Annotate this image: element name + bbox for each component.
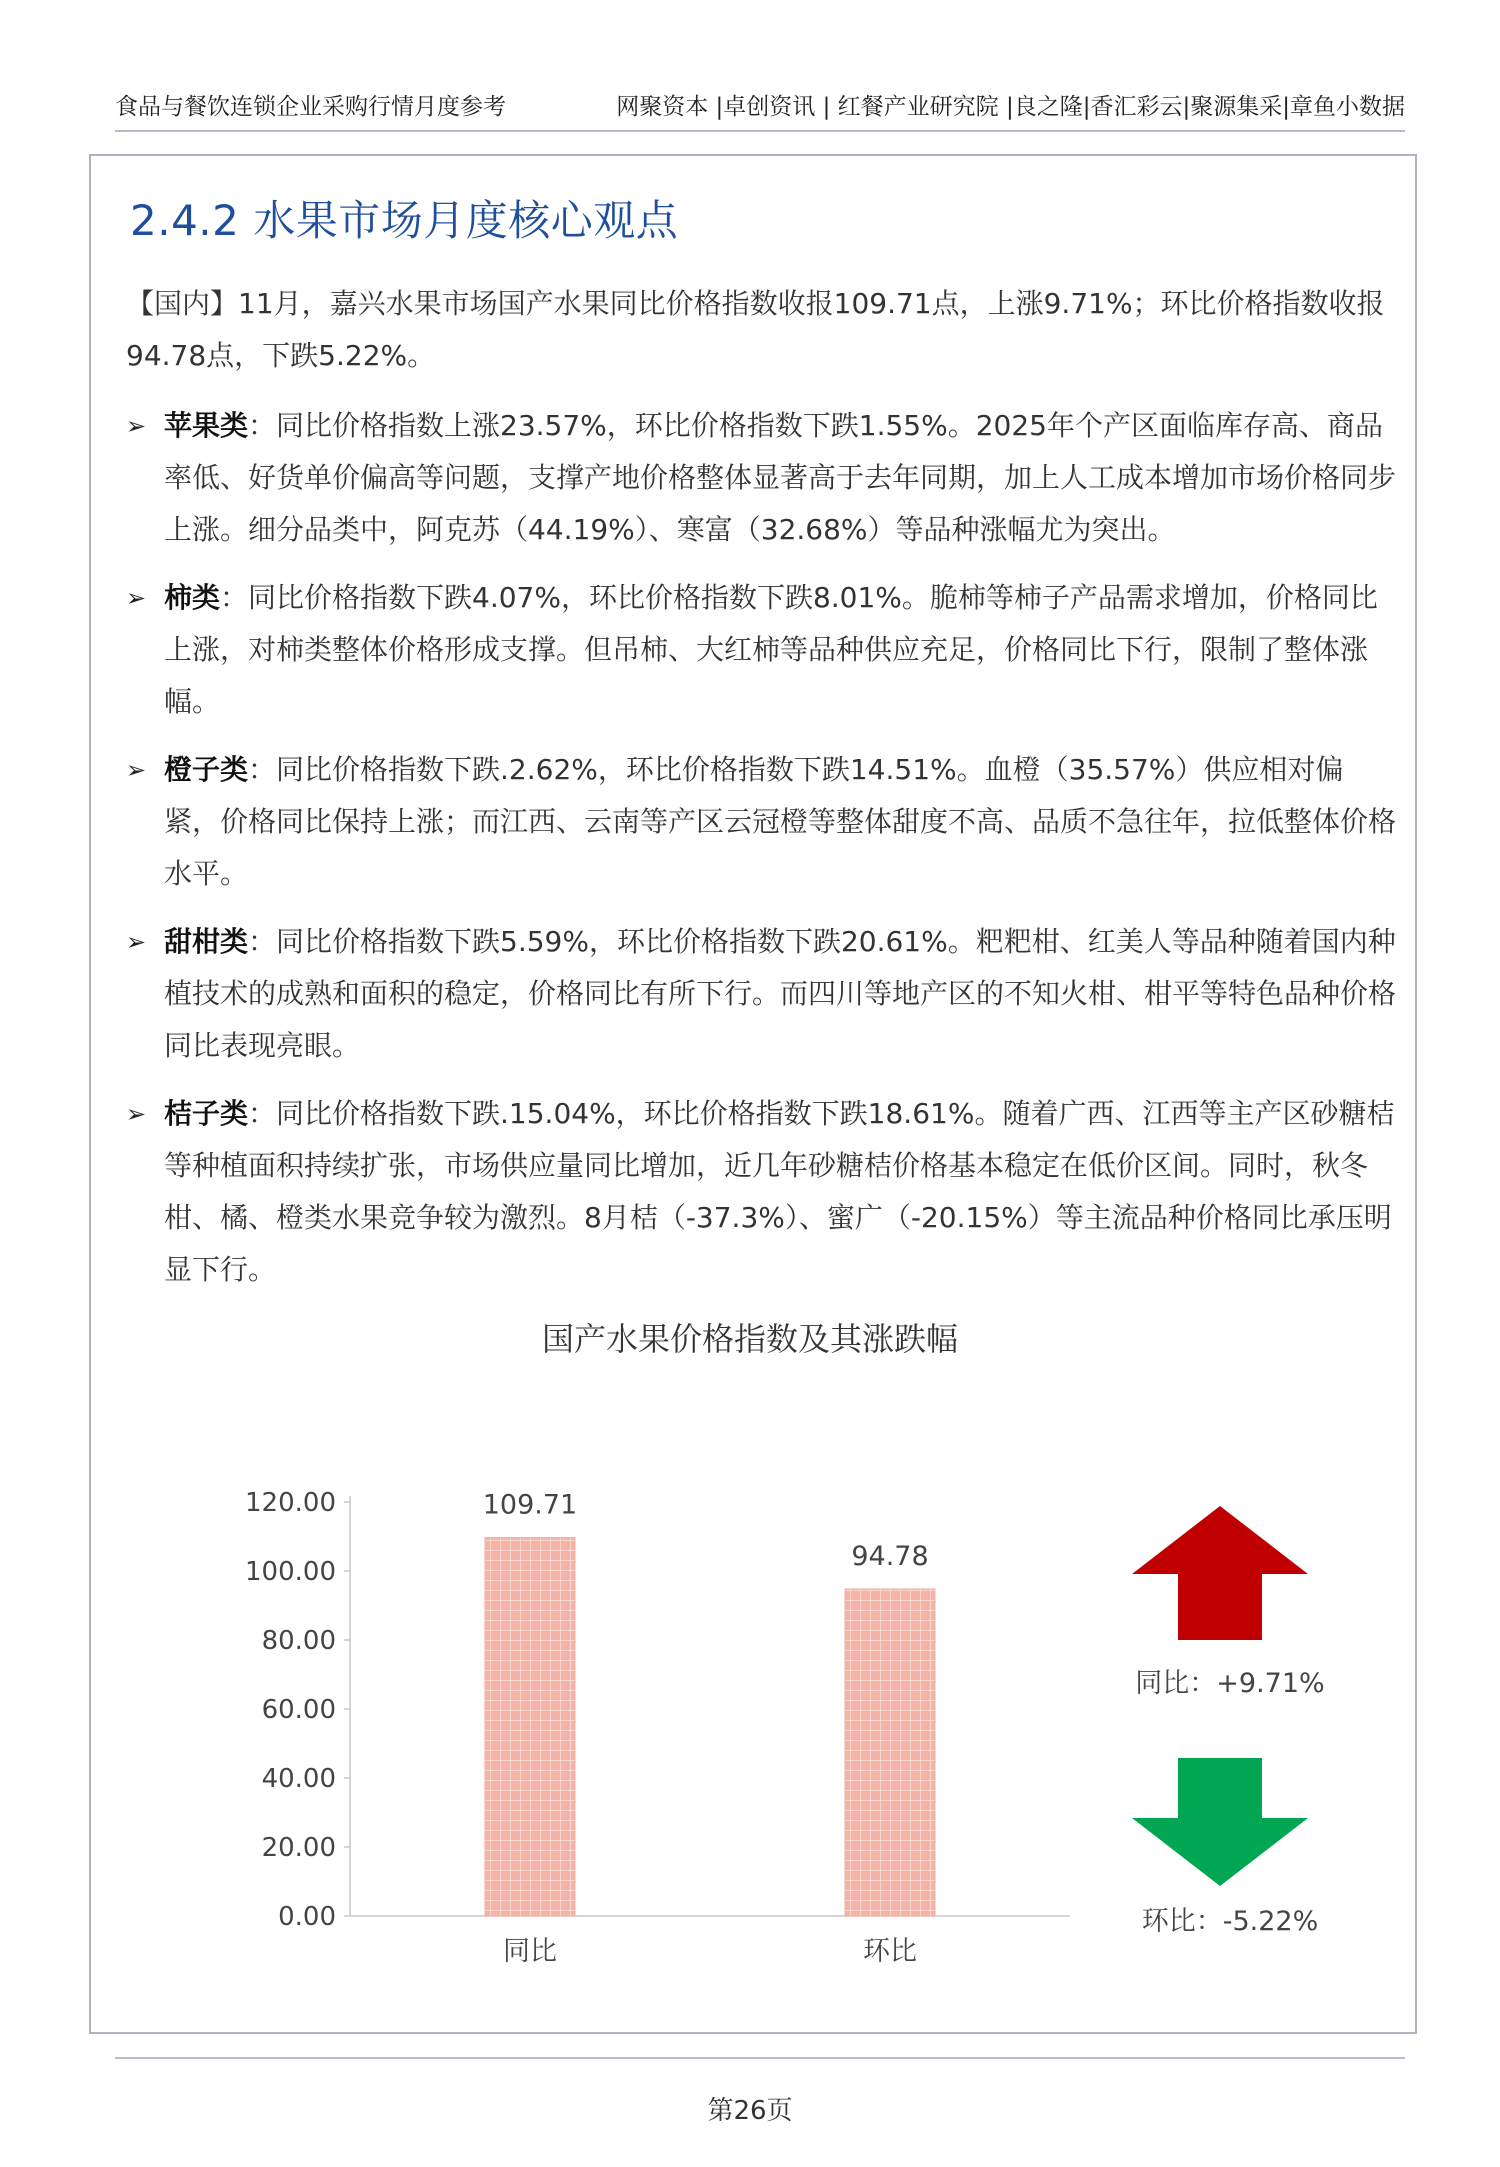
change-label: 环比：-5.22% [1141, 1906, 1319, 1937]
bullet-category: 柿类 [164, 581, 221, 614]
y-tick-label: 120.00 [245, 1488, 336, 1518]
y-tick-label: 80.00 [261, 1626, 336, 1656]
chart-title: 国产水果价格指数及其涨跌幅 [541, 1320, 958, 1358]
bullet-category: 苹果类 [164, 409, 249, 442]
bullet-item-tangerine [126, 1088, 1398, 1296]
bullet-list [126, 400, 1398, 1312]
x-tick-label: 同比 [503, 1936, 557, 1967]
y-tick-label: 60.00 [261, 1695, 336, 1725]
change-label: 同比：+9.71% [1135, 1668, 1325, 1699]
arrow-up-icon [1132, 1506, 1308, 1640]
y-tick-label: 0.00 [278, 1902, 336, 1932]
header-right-sources: 网聚资本 |卓创资讯 | 红餐产业研究院 |良之隆|香汇彩云|聚源集采|章鱼小数据 [616, 93, 1405, 120]
y-tick-label: 100.00 [245, 1557, 336, 1587]
bar-value-label: 109.71 [482, 1489, 578, 1521]
bullet-item-sweet-citrus [126, 916, 1398, 1072]
bullet-text: ：同比价格指数下跌5.59%，环比价格指数下跌20.61%。粑粑柑、红美人等品种随着国内种植技术的成熟和面积的稳定，价格同比有所下行。而四川等地产区的不知火柑、柑平等特色品种价格同比表现亮眼。 [164, 925, 1397, 1062]
footer-divider [115, 2057, 1405, 2059]
bullet-text: ：同比价格指数下跌.15.04%，环比价格指数下跌18.61%。随着广西、江西等主产区砂糖桔等种植面积持续扩张，市场供应量同比增加，近几年砂糖桔价格基本稳定在低价区间。同时，秋冬柑、橘、橙类水果竞争较为激烈。8月桔（-37.3%）、蜜广（-20.15%）等主流品种价格同比承压明显下行。 [164, 1097, 1395, 1286]
header-divider [115, 130, 1405, 132]
arrow-bullet-icon: ➢ [126, 584, 147, 612]
arrow-bullet-icon: ➢ [126, 1100, 147, 1128]
price-index-chart [200, 1470, 1420, 1990]
y-tick-label: 40.00 [261, 1764, 336, 1794]
bullet-item-persimmon [126, 572, 1398, 728]
page-number: 第26页 [707, 2096, 793, 2126]
y-tick-label: 20.00 [261, 1833, 336, 1863]
arrow-down-icon [1132, 1758, 1308, 1886]
chart-canvas [200, 1470, 1420, 1990]
arrow-bullet-icon: ➢ [126, 412, 147, 440]
page-header [115, 82, 1405, 126]
bullet-text: ：同比价格指数上涨23.57%，环比价格指数下跌1.55%。2025年个产区面临库存高、商品率低、好货单价偏高等问题，支撑产地价格整体显著高于去年同期，加上人工成本增加市场价格同步上涨。细分品类中，阿克苏（44.19%）、寒富（32.68%）等品种涨幅尤为突出。 [164, 409, 1397, 546]
arrow-bullet-icon: ➢ [126, 928, 147, 956]
intro-paragraph: 【国内】11月，嘉兴水果市场国产水果同比价格指数收报109.71点，上涨9.71%；环比价格指数收报94.78点，下跌5.22%。 [126, 287, 1385, 372]
bullet-category: 甜柑类 [164, 925, 249, 958]
bullet-item-apple [126, 400, 1398, 556]
bar [485, 1538, 575, 1916]
section-title: 2.4.2 水果市场月度核心观点 [130, 196, 679, 245]
bullet-item-orange [126, 744, 1398, 900]
bar [845, 1589, 935, 1916]
x-tick-label: 环比 [863, 1936, 917, 1967]
bullet-text: ：同比价格指数下跌4.07%，环比价格指数下跌8.01%。脆柿等柿子产品需求增加，价格同比上涨，对柿类整体价格形成支撑。但吊柿、大红柿等品种供应充足，价格同比下行，限制了整体涨幅。 [164, 581, 1378, 718]
bullet-text: ：同比价格指数下跌.2.62%，环比价格指数下跌14.51%。血橙（35.57%）供应相对偏紧，价格同比保持上涨；而江西、云南等产区云冠橙等整体甜度不高、品质不急往年，拉低整体价格水平。 [164, 753, 1397, 890]
bullet-category: 桔子类 [164, 1097, 249, 1130]
bar-value-label: 94.78 [851, 1541, 929, 1573]
bullet-category: 橙子类 [164, 753, 249, 786]
arrow-bullet-icon: ➢ [126, 756, 147, 784]
header-left-title: 食品与餐饮连锁企业采购行情月度参考 [115, 93, 506, 120]
